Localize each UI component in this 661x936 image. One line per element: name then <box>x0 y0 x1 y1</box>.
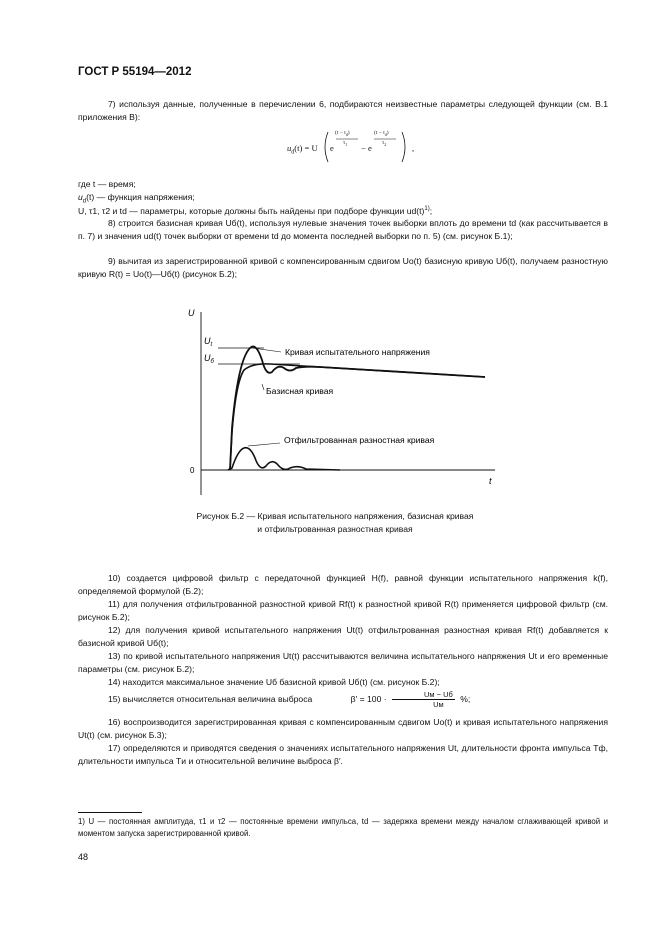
where-line2-text: (t) — функция напряжения; <box>86 192 195 202</box>
leader-diff <box>248 443 280 446</box>
page-header: ГОСТ Р 55194—2012 <box>78 66 192 78</box>
formula-tau2-sub: 2 <box>384 142 387 148</box>
figure-b2 <box>180 300 510 500</box>
curve-base <box>230 364 485 470</box>
formula-tail: , <box>412 143 415 153</box>
curve-base-label: Базисная кривая <box>266 386 334 396</box>
paragraph-10: 10) создается цифровой фильтр с передаточной функцией H(f), равной функции испытательного напряжения k(f), определяемой формулой (Б.2); <box>78 573 608 596</box>
formula-lhs: u <box>287 143 292 153</box>
formula-exp2-num <box>374 130 389 137</box>
where-line2-sub: d <box>82 198 87 205</box>
where-line-3 <box>78 203 608 218</box>
formula-beta-numerator: Uм − Uб <box>392 690 455 700</box>
leader-base <box>262 384 264 390</box>
curve-filtered-diff <box>228 448 340 470</box>
paragraph-17: 17) определяются и приводятся сведения о значениях испытательного напряжения Ut, длительности фронта импульса Tф, длительности импульса Tи и относительной величине выброса β′. <box>78 743 608 766</box>
where-line2-symbol: u <box>78 192 83 202</box>
figure-caption-line-2: и отфильтрованная разностная кривая <box>257 524 413 534</box>
formula-exp1-num-sub: d <box>345 132 348 138</box>
curve-test-voltage <box>230 347 485 471</box>
paragraph-14: 14) находится максимальное значение Uб базисной кривой Uб(t) (см. рисунок Б.2); <box>108 677 440 687</box>
curve-diff-label: Отфильтрованная разностная кривая <box>284 435 435 445</box>
figure-ub-sub: б <box>210 359 214 365</box>
paragraph-11: 11) для получения отфильтрованной разностной кривой Rf(t) к разностной кривой R(t) применяется цифровой фильтр (см. рисунок Б.2); <box>78 599 608 622</box>
figure-axis-x-label: t <box>489 476 492 486</box>
formula-exp1-den <box>343 140 347 147</box>
formula-exp2-den <box>382 140 386 147</box>
formula-lhs-sub: d <box>291 149 295 156</box>
paragraph-7: 7) используя данные, полученные в перечислении 6, подбираются неизвестные параметры следующей функции (см. В.1 приложения В): <box>78 99 608 122</box>
formula-exp1-num <box>335 130 350 137</box>
formula-exp2-num-text: (t − t <box>374 130 385 136</box>
where-line-1: где t — время; <box>78 179 136 189</box>
formula-beta-fraction <box>392 690 455 709</box>
paragraph-13: 13) по кривой испытательного напряжения Ut(t) рассчитываются величина испытательного напряжения Ut и его временные параметры (см. рисунок Б.2); <box>78 651 608 674</box>
formula-tau1: τ <box>343 140 346 146</box>
formula-e1: e <box>330 143 334 153</box>
formula-exp2-num-end: ) <box>386 130 389 136</box>
paragraph-15-text: 15) вычисляется относительная величина выброса <box>108 693 313 704</box>
formula-beta-unit: %; <box>460 693 471 704</box>
figure-ub-label <box>204 353 215 365</box>
formula-tau2: τ <box>382 140 385 146</box>
formula-minus-e: − e <box>361 143 372 153</box>
where-line3-end: ; <box>429 205 433 216</box>
where-line3-sup: 1) <box>424 206 430 212</box>
where-line3-text: U, τ1, τ2 и td — параметры, которые должны быть найдены при подборе функции ud(t) <box>78 205 425 216</box>
footnote: 1) U — постоянная амплитуда, τ1 и τ2 — постоянные времени импульса, td — задержка времени между началом сглаживающей кривой и моментом запуска зарегистрированной кривой. <box>78 817 608 838</box>
formula-lhs-arg: (t) = U <box>294 143 318 153</box>
formula-beta: β′ = 100 · <box>350 693 387 704</box>
figure-ut-sub: t <box>210 342 213 348</box>
footnote-separator <box>78 812 142 813</box>
figure-caption-line-1: Рисунок Б.2 — Кривая испытательного напряжения, базисная кривая <box>196 511 474 521</box>
formula-beta-denominator: Uм <box>433 700 444 709</box>
figure-zero-label: 0 <box>190 466 195 475</box>
formula-exp1-num-end: ) <box>347 130 350 136</box>
paragraph-15 <box>78 690 608 709</box>
figure-ub-symbol: U <box>204 353 211 363</box>
paragraph-9: 9) вычитая из зарегистрированной кривой с компенсированным сдвигом Uo(t) базисную кривую Uб(t), получаем разностную кривую R(t) = Uo(t)—Uб(t) (рисунок Б.2); <box>78 256 608 279</box>
figure-ut-label <box>204 336 213 348</box>
formula-exp2-num-sub: d <box>384 132 387 138</box>
paragraph-12: 12) для получения кривой испытательного напряжения Ut(t) отфильтрованная разностная кривая Rf(t) добавляется к базисной кривой Uб(t); <box>78 625 608 648</box>
formula-exp1-num-text: (t − t <box>335 130 346 136</box>
figure-axis-y-label: U <box>188 308 195 318</box>
formula-ud <box>287 143 318 156</box>
formula-tau1-sub: 1 <box>345 142 348 148</box>
paragraph-16: 16) воспроизводится зарегистрированная кривая с компенсированным сдвигом Uo(t) и кривая испытательного напряжения Ut(t) (см. рисунок Б.3); <box>78 717 608 740</box>
paragraph-8: 8) строится базисная кривая Uб(t), используя нулевые значения точек выборки вплоть до времени td (как рассчитывается в п. 7) и значения ud(t) точек выборки от времени td до момента последней выборки по п. 5) (см. рисунок Б.1); <box>78 218 608 241</box>
page-number: 48 <box>78 852 89 862</box>
curve-test-label: Кривая испытательного напряжения <box>285 347 430 357</box>
figure-ut-symbol: U <box>204 336 211 346</box>
